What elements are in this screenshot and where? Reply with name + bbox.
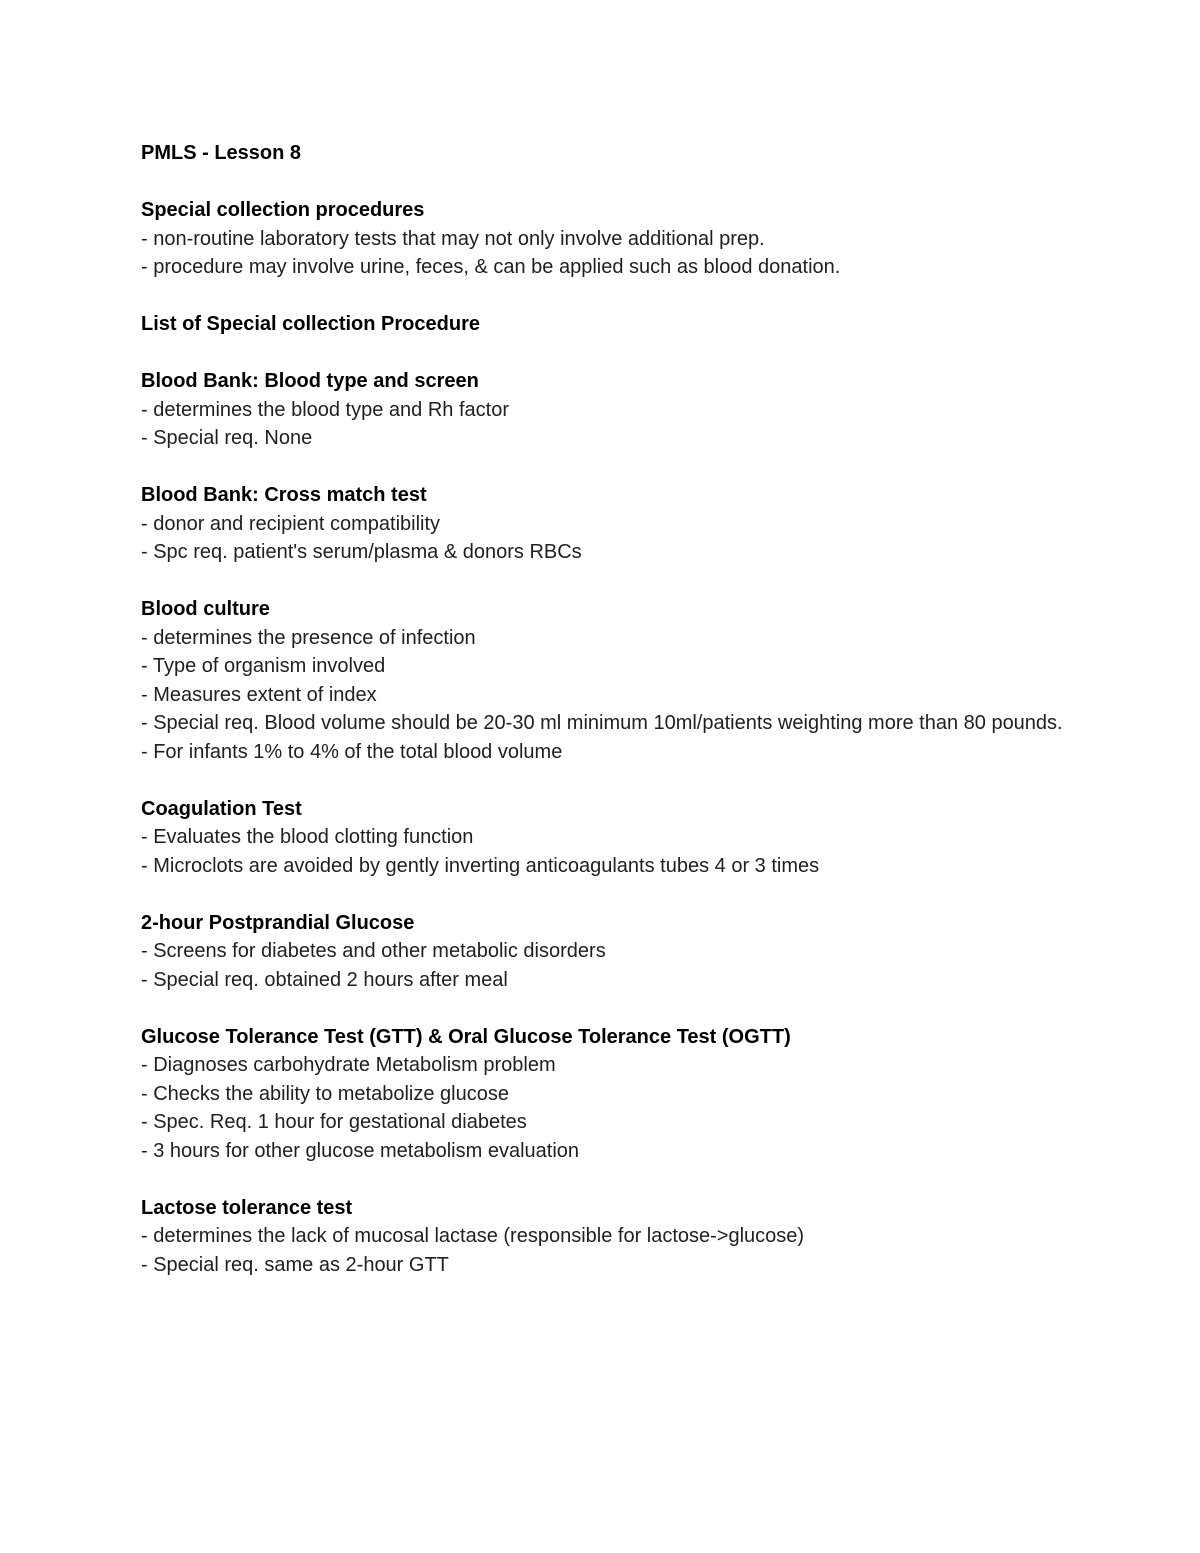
list-heading: List of Special collection Procedure	[141, 313, 480, 335]
section-line: - Screens for diabetes and other metabolic disorders	[141, 940, 606, 962]
section-line: - determines the lack of mucosal lactase (responsible for lactose->glucose)	[141, 1225, 805, 1247]
spacer	[141, 880, 1101, 909]
section-line: - Special req. same as 2-hour GTT	[141, 1253, 449, 1276]
section-line: - Spec. Req. 1 hour for gestational diabetes	[141, 1111, 527, 1133]
section-heading-gtt-ogtt: Glucose Tolerance Test (GTT) & Oral Glucose Tolerance Test (OGTT)	[141, 1025, 791, 1048]
section-line: - Spc req. patient's serum/plasma & donors RBCs	[141, 541, 582, 563]
document-title: PMLS - Lesson 8	[141, 142, 302, 164]
spacer	[141, 453, 1101, 482]
spacer	[141, 567, 1101, 596]
spacer	[141, 766, 1101, 795]
section-heading-cross-match: Blood Bank: Cross match test	[141, 484, 427, 506]
section-heading-coagulation: Coagulation Test	[141, 797, 302, 820]
spacer	[141, 168, 1101, 197]
section-line: - Special req. obtained 2 hours after meal	[141, 968, 508, 991]
section-line: - 3 hours for other glucose metabolism evaluation	[141, 1139, 580, 1162]
section-line: - Measures extent of index	[141, 683, 377, 706]
section-line: - Checks the ability to metabolize glucose	[141, 1082, 509, 1105]
document-page	[141, 139, 1101, 1279]
spacer	[141, 339, 1101, 368]
section-heading-blood-culture: Blood culture	[141, 598, 270, 620]
section-line: - Diagnoses carbohydrate Metabolism problem	[141, 1054, 556, 1076]
section-line: - donor and recipient compatibility	[141, 512, 441, 535]
section-line: - Special req. None	[141, 427, 313, 449]
spacer	[141, 994, 1101, 1023]
intro-line: - non-routine laboratory tests that may not only involve additional prep.	[141, 227, 765, 250]
section-line: - determines the presence of infection	[141, 626, 476, 649]
spacer	[141, 1165, 1101, 1194]
section-line: - Evaluates the blood clotting function	[141, 826, 474, 848]
section-line: - Microclots are avoided by gently inverting anticoagulants tubes 4 or 3 times	[141, 854, 820, 877]
intro-line: - procedure may involve urine, feces, & can be applied such as blood donation.	[141, 256, 841, 278]
section-line: - For infants 1% to 4% of the total blood volume	[141, 740, 563, 763]
section-line: - Special req. Blood volume should be 20-30 ml minimum 10ml/patients weighting more than 80 pounds.	[141, 712, 1063, 734]
section-heading-lactose-tolerance: Lactose tolerance test	[141, 1196, 353, 1219]
section-line: - Type of organism involved	[141, 655, 386, 677]
spacer	[141, 282, 1101, 311]
section-heading-blood-type: Blood Bank: Blood type and screen	[141, 370, 479, 392]
section-heading-postprandial-glucose: 2-hour Postprandial Glucose	[141, 911, 415, 934]
intro-heading: Special collection procedures	[141, 199, 425, 221]
section-line: - determines the blood type and Rh factor	[141, 398, 509, 421]
